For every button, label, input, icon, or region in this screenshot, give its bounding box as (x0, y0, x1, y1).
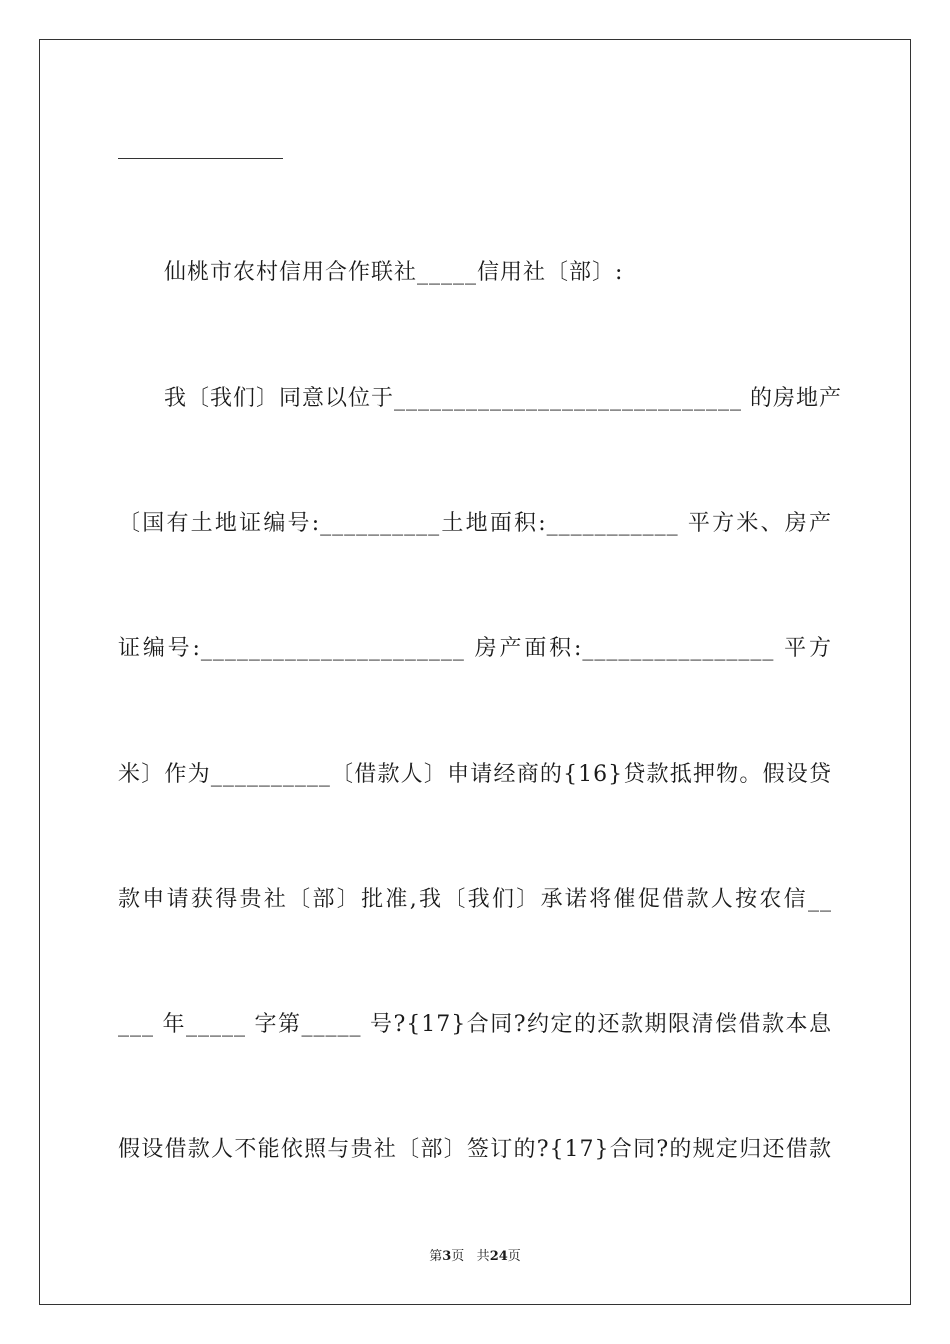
footer-total-unit: 页 (507, 1249, 521, 1264)
footer-total-prefix: 共 (476, 1249, 490, 1264)
addressee-line: 仙桃市农村信用合作联社_____信用社〔部〕: (164, 260, 624, 285)
body-line-1: 我〔我们〕同意以位于_____________________________ 的房地产 (164, 386, 842, 411)
footer-page-current: 3 (442, 1249, 452, 1264)
page-border (39, 39, 911, 1305)
body-line-6: ___ 年_____ 字第_____ 号?{17}合同?约定的还款期限清偿借款本息 (118, 1012, 832, 1037)
body-line-5: 款申请获得贵社〔部〕批准,我〔我们〕承诺将催促借款人按农信__ (118, 887, 832, 912)
top-rule (118, 158, 283, 159)
body-line-2: 〔国有土地证编号:__________土地面积:___________ 平方米、房产 (118, 511, 832, 536)
footer-page-total: 24 (489, 1249, 508, 1264)
body-line-3: 证编号:______________________ 房产面积:________________ 平方 (118, 636, 832, 661)
body-line-7: 假设借款人不能依照与贵社〔部〕签订的?{17}合同?的规定归还借款 (118, 1137, 832, 1162)
footer-page-prefix: 第 (429, 1249, 443, 1264)
footer-page-unit: 页 (451, 1249, 465, 1264)
page-footer (0, 1248, 950, 1266)
body-line-4: 米〕作为__________〔借款人〕申请经商的{16}贷款抵押物。假设贷 (118, 762, 832, 787)
